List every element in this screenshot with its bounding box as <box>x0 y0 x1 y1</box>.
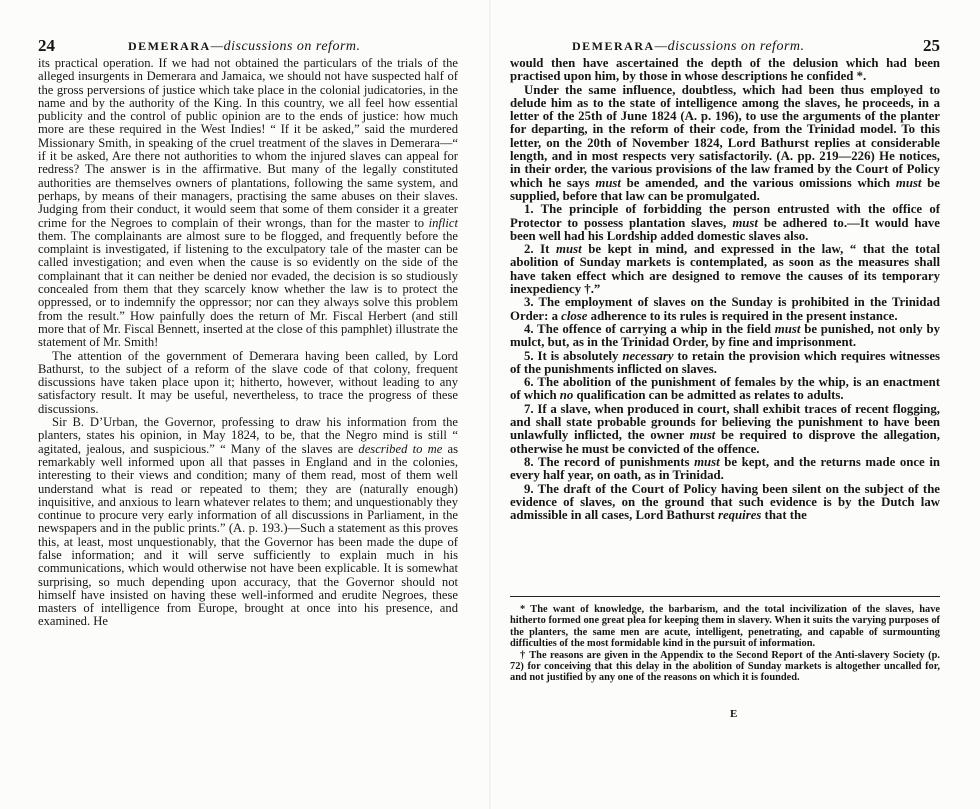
paragraph <box>38 416 458 629</box>
paragraph <box>510 323 940 350</box>
text-run: as remarkably well informed upon all that passes in England and in the colonies, interesting to their views and condition; many of them read, most of them well understand what is read or repeated to them; they are (naturally enough) inquisitive, and anxious to learn whatever relates to them; and unquestionably they continue to procure very early information of all discussions in Parliament, in the newspapers and in the public prints.” (A. p. 193.)—Such a statement as this proves this, at least, most unquestionably, that the Governor has been made the dupe of false information; and it will serve sufficiently to explain much in his communications, which would otherwise not have been explicable. It is somewhat surprising, so much depending upon accuracy, that the Governor should not himself have insisted on having these well-informed and erudite Negroes, these masters of intelligence from Europe, brought at once into his presence, and examined. He <box>38 441 458 629</box>
paragraph <box>510 456 940 483</box>
text-run: 9. The draft of the Court of Policy having been silent on the subject of the evidence of slaves, on the ground that such evidence is by the Dutch law admissible in all cases, Lord Bathurst <box>510 481 940 523</box>
left-page-body <box>38 57 458 629</box>
text-run: be required to disprove the allegation, otherwise he must be convicted of the offence. <box>510 428 940 456</box>
footnotes <box>510 596 940 684</box>
text-run: 6. The abolition of the punishment of females by the whip, is an enactment of which <box>510 375 940 403</box>
text-run: would then have ascertained the depth of the delusion which had been practised upon him, by those in whose descriptions he confided *. <box>510 56 940 84</box>
emphasis-text: close <box>561 308 588 323</box>
text-run: 4. The offence of carrying a whip in the field <box>524 321 775 336</box>
text-run: 2. It <box>524 242 557 257</box>
emphasis-text: must <box>689 428 716 443</box>
text-run: be amended, and the various omissions which <box>620 175 896 190</box>
text-run: qualification can be admitted as relates to adults. <box>573 388 844 403</box>
text-run: Sir B. D’Urban, the Governor, professing to draw his information from the planters, states his opinion, in May 1824, to be, that the Negro mind is still “ agitated, jealous, and suspicious.” “ Many of the slaves are <box>38 415 458 456</box>
emphasis-text: no <box>559 388 574 403</box>
right-running-head: DEMERARA—discussions on reform. <box>572 39 805 54</box>
text-run: 5. It is absolutely <box>524 348 623 363</box>
paragraph <box>510 84 940 204</box>
text-run: be supplied, before that law can be promulgated. <box>510 175 940 203</box>
emphasis-text: must <box>694 454 720 469</box>
footnote-dagger: † The reasons are given in the Appendix to the Second Report of the Anti-slavery Society (p. 72) for conceiving that this delay in the abolition of Sunday markets is altogether uncalled for, and not justified by any one of the reasons on which it is founded. <box>510 649 940 684</box>
footnote-asterisk: * The want of knowledge, the barbarism, and the total incivilization of the slaves, have hitherto formed one great plea for keeping them in slavery. When it suits the varying purposes of the planters, the same men are acute, intelligent, penetrating, and capable of surmounting difficulties of the most formidable kind in the pursuit of information. <box>510 604 940 650</box>
emphasis-text: must <box>732 215 758 230</box>
text-run: to retain the provision which requires witnesses of the punishments inflicted on slaves. <box>510 348 940 376</box>
emphasis-text: necessary <box>622 348 674 363</box>
paragraph <box>510 350 940 377</box>
right-page-header <box>510 36 940 58</box>
text-run: Under the same influence, doubtless, which had been thus employed to delude him as to the state of intelligence among the slaves, he proceeds, in a letter of the 25th of June 1824 (A. p. 196), to use the arguments of the planter for departing, in the reform of their code, from the Trinidad model. To this letter, on the 20th of November 1824, Lord Bathurst replies at considerable length, and in most respects very satisfactorily. (A. pp. 219—226) He notices, in their order, the various provisions of the law framed by the Court of Policy which he says <box>510 82 940 190</box>
text-run: 7. If a slave, when produced in court, shall exhibit traces of recent flogging, and shall state probable grounds for believing the punishment to have been unlawfully inflicted, the owner <box>510 401 940 443</box>
paragraph <box>510 243 940 296</box>
paragraph <box>510 57 940 84</box>
text-run: that the <box>761 508 807 523</box>
text-run: be kept in mind, and expressed in the law, “ that the total abolition of Sunday markets is contemplated, as soon as the measures shall have taken effect which are designed to remove the causes of its temporary inexpediency †.” <box>510 242 940 297</box>
emphasis-text: must <box>895 175 922 190</box>
text-run: 3. The employment of slaves on the Sunday is prohibited in the Trinidad Order: a <box>510 295 940 323</box>
text-run: them. The complainants are almost sure to be flogged, and frequently before the complaint is investigated, if listening to the exculpatory tale of the master can be called investigation; and even when the cause is so evidently on the side of the complainant that it can neither be denied nor evaded, the decision is so studiously concealed from them that they scarcely know whether the law is to protect the oppressed, or to indemnify the oppressor; nor can they always solve this problem from the result.” How painfully does the return of Mr. Fiscal Herbert (and still more that of Mr. Fiscal Bennett, inserted at the close of this pamphlet) illustrate the statement of Mr. Smith! <box>38 228 458 350</box>
emphasis-text: described to me <box>358 441 443 456</box>
paragraph <box>510 376 940 403</box>
left-running-head: DEMERARA—discussions on reform. <box>128 39 361 54</box>
paragraph <box>510 403 940 456</box>
paragraph <box>38 57 458 350</box>
text-run: its practical operation. If we had not obtained the particulars of the trials of the alleged insurgents in Demerara and Jamaica, we should not have suspected half of the gross perversions of justice which take place in the colonial judicatories, in the name and by the authority of the King. In this country, we all feel how essential publicity and the control of public opinion are to the ends of justice: how much more are these required in the West Indies! “ If it be asked,” said the murdered Missionary Smith, in speaking of the cruel treatment of the slaves in Demerara—“ if it be asked, Are there not authorities to whom the injured slaves can appeal for redress? The answer is in the affirmative. But many of the legally constituted authorities are themselves owners of plantations, following the same system, and perhaps, by means of their managers, practising the same abuses on their slaves. Judging from their conduct, it would seem that some of them consider it a greater crime for the Negroes to complain of their wrongs, than for the master to <box>38 56 458 230</box>
text-run: be adhered to.—It would have been well had his Lordship added domestic slaves also. <box>510 215 940 243</box>
text-run: adherence to its rules is required in the present instance. <box>587 308 898 323</box>
right-page-body <box>510 57 940 522</box>
paragraph <box>510 296 940 323</box>
emphasis-text: must <box>595 175 621 190</box>
text-run: 8. The record of punishments <box>524 454 695 469</box>
text-run: be punished, not only by mulct, but, as in the Trinidad Order, by fine and imprisonment. <box>510 321 940 350</box>
emphasis-text: requires <box>717 508 762 523</box>
emphasis-text: inflict <box>428 215 458 230</box>
left-page-number: 24 <box>38 36 55 55</box>
text-run: 1. The principle of forbidding the person entrusted with the office of Protector to possess plantation slaves, <box>510 202 940 230</box>
signature-mark: E <box>730 708 738 720</box>
text-run: be kept, and the returns made once in every half year, on oath, as in Trinidad. <box>510 454 940 483</box>
left-page-header <box>38 36 463 58</box>
paragraph <box>38 350 458 416</box>
text-run: The attention of the government of Demerara having been called, by Lord Bathurst, to the subject of a reform of the slave code of that colony, frequent discussions have taken place upon it; hitherto, however, without leading to any satisfactory result. It may be useful, nevertheless, to trace the progress of these discussions. <box>38 348 458 416</box>
right-page <box>490 0 980 809</box>
emphasis-text: must <box>556 242 582 257</box>
emphasis-text: must <box>774 321 801 336</box>
paragraph <box>510 483 940 523</box>
paragraph <box>510 203 940 243</box>
right-page-number: 25 <box>923 36 940 55</box>
